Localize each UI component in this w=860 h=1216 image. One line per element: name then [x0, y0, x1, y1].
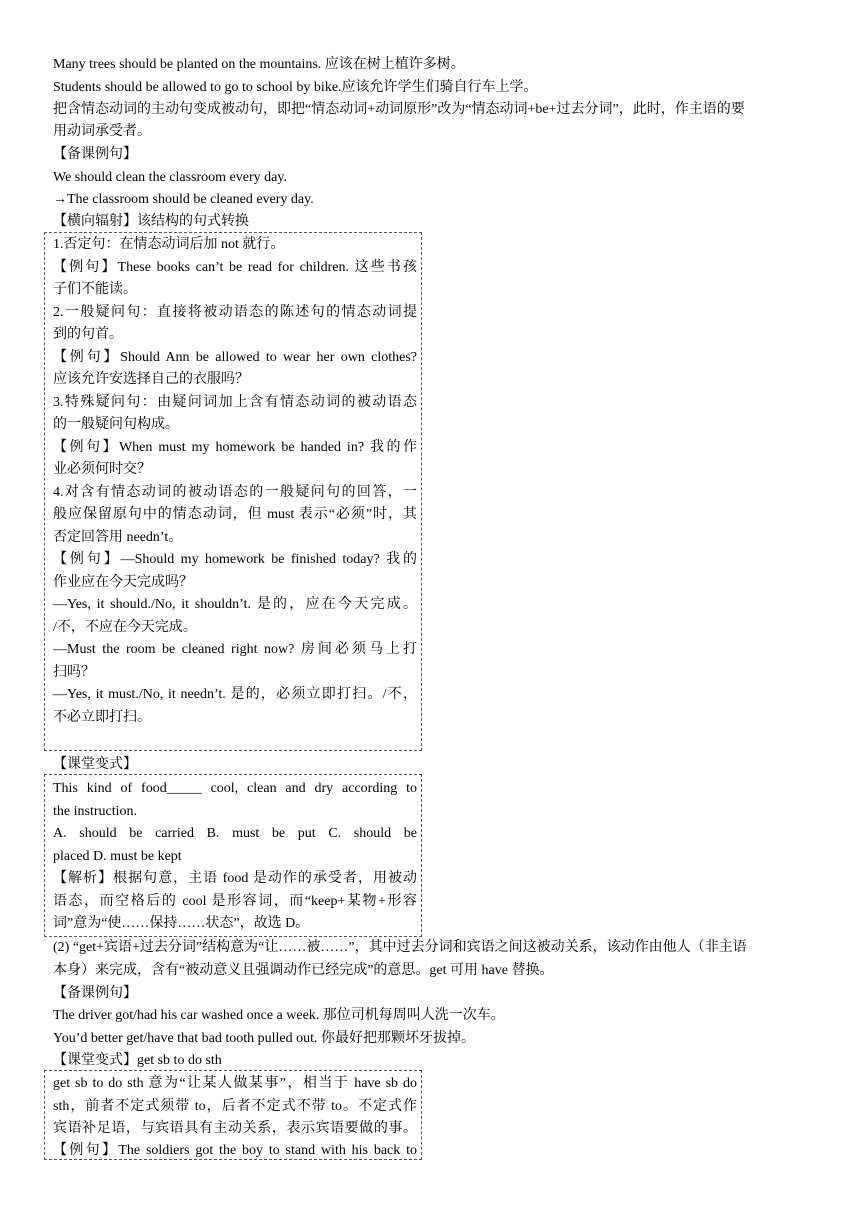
box-line: /不，不应在今天完成。	[53, 620, 197, 635]
text-line: (2) “get+宾语+过去分词”结构意为“让……被……”，其中过去分词和宾语之间这被动关系，该动作由他人（非主语	[53, 940, 747, 955]
box-line: 应该允许安选择自己的衣服吗？	[53, 372, 249, 387]
analysis-text: 词”意为“使……保持……状态”，故选 D。	[53, 916, 310, 931]
box-line: 2.一般疑问句：直接将被动语态的陈述句的情态动词提	[53, 305, 417, 320]
box-line: 业必须何时交？	[53, 462, 151, 477]
section-heading: 【课堂变式】	[53, 757, 137, 772]
box-line: 【例句】When must my homework be handed in? 我的作	[53, 440, 417, 455]
analysis-text: 【解析】根据句意，主语 food 是动作的承受者，用被动	[53, 871, 417, 886]
question-text: This kind of food_____ cool, clean and dry according to	[53, 781, 417, 796]
section-heading: 【备课例句】	[53, 147, 137, 162]
example-sentence: →The classroom should be cleaned every day.	[53, 192, 314, 207]
box-line: 1.否定句：在情态动词后加 not 就行。	[53, 237, 285, 252]
box-line: —Yes, it should./No, it shouldn’t. 是的，应在今天完成。	[53, 597, 417, 612]
text-line: 把含情态动词的主动句变成被动句，即把“情态动词+动词原形”改为“情态动词+be+过去分词”，此时，作主语的要	[53, 102, 745, 117]
box-line: 宾语补足语，与宾语具有主动关系，表示宾语要做的事。	[53, 1121, 417, 1136]
box-line: 4.对含有情态动词的被动语态的一般疑问句的回答，一	[53, 485, 417, 500]
answer-options: placed D. must be kept	[53, 849, 182, 864]
section-heading: 【备课例句】	[53, 986, 137, 1001]
box-line: 【例句】Should Ann be allowed to wear her own clothes?	[53, 350, 417, 365]
section-heading: 【横向辐射】该结构的句式转换	[53, 214, 249, 229]
example-sentence: You’d better get/have that bad tooth pulled out. 你最好把那颗坏牙拔掉。	[53, 1031, 476, 1046]
box-line: 【例句】The soldiers got the boy to stand with his back to	[53, 1143, 417, 1158]
question-text: the instruction.	[53, 804, 137, 819]
box-line: sth，前者不定式须带 to，后者不定式不带 to。不定式作	[53, 1099, 417, 1114]
box-line: get sb to do sth 意为“让某人做某事”，相当于 have sb do	[53, 1076, 417, 1091]
box-line: 【例句】—Should my homework be finished today? 我的	[53, 552, 417, 567]
box-line: 子们不能读。	[53, 282, 137, 297]
box-line: —Yes, it must./No, it needn’t. 是的，必须立即打扫。/不，	[53, 687, 417, 702]
text-line: Students should be allowed to go to school by bike.应该允许学生们骑自行车上学。	[53, 80, 538, 95]
box-line: 般应保留原句中的情态动词，但 must 表示“必须”时，其	[53, 507, 417, 522]
text-line: 用动词承受者。	[53, 124, 151, 139]
example-sentence: The driver got/had his car washed once a week. 那位司机每周叫人洗一次车。	[53, 1008, 505, 1023]
text-line: 本身）来完成，含有“被动意义且强调动作已经完成”的意思。get 可用 have 替换。	[53, 963, 554, 978]
box-line: 否定回答用 needn’t。	[53, 530, 183, 545]
box-line: 3.特殊疑问句：由疑问词加上含有情态动词的被动语态	[53, 395, 417, 410]
answer-options: A. should be carried B. must be put C. should be	[53, 826, 417, 841]
box-line: 不必立即打扫。	[53, 710, 151, 725]
section-heading: 【课堂变式】get sb to do sth	[53, 1053, 222, 1068]
example-sentence: We should clean the classroom every day.	[53, 170, 287, 185]
box-line: 到的句首。	[53, 327, 123, 342]
box-line: —Must the room be cleaned right now? 房间必须马上打	[53, 642, 417, 657]
box-line: 扫吗？	[53, 665, 95, 680]
box-line: 的一般疑问句构成。	[53, 417, 179, 432]
text-line: Many trees should be planted on the mountains. 应该在树上植许多树。	[53, 57, 465, 72]
analysis-text: 语态，而空格后的 cool 是形容词，而“keep+某物+形容	[53, 894, 417, 909]
box-line: 【例句】These books can’t be read for children. 这些书孩	[53, 260, 417, 275]
box-line: 作业应在今天完成吗？	[53, 575, 193, 590]
